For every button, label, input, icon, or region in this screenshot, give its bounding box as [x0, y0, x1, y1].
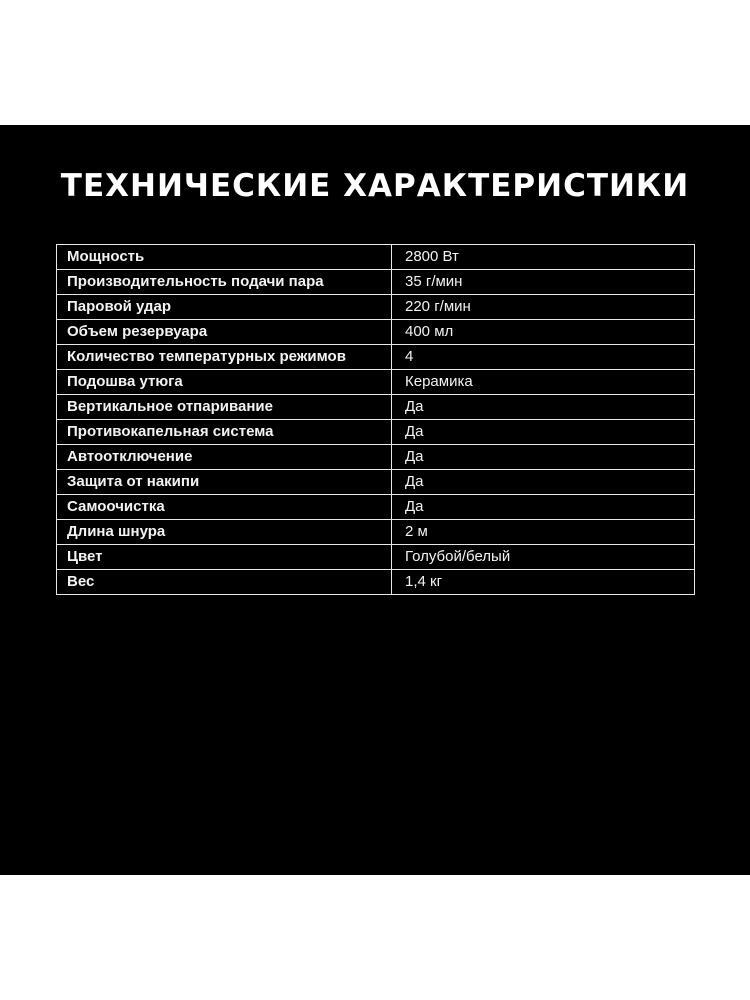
spec-name: Количество температурных режимов [57, 345, 392, 370]
spec-table-body [57, 245, 695, 595]
spec-value: Да [392, 395, 695, 420]
page-title: ТЕХНИЧЕСКИЕ ХАРАКТЕРИСТИКИ [60, 168, 690, 204]
spec-name: Мощность [57, 245, 392, 270]
spec-row [57, 395, 695, 420]
spec-value: Да [392, 470, 695, 495]
spec-row [57, 495, 695, 520]
spec-row [57, 545, 695, 570]
spec-name: Самоочистка [57, 495, 392, 520]
spec-value: 400 мл [392, 320, 695, 345]
spec-row [57, 320, 695, 345]
spec-value: 35 г/мин [392, 270, 695, 295]
spec-name: Вес [57, 570, 392, 595]
spec-name: Подошва утюга [57, 370, 392, 395]
spec-value: 2800 Вт [392, 245, 695, 270]
spec-value: Керамика [392, 370, 695, 395]
spec-value: Да [392, 445, 695, 470]
spec-name: Вертикальное отпаривание [57, 395, 392, 420]
spec-row [57, 270, 695, 295]
spec-name: Автоотключение [57, 445, 392, 470]
spec-name: Длина шнура [57, 520, 392, 545]
spec-row [57, 570, 695, 595]
spec-value: 4 [392, 345, 695, 370]
spec-row [57, 295, 695, 320]
spec-name: Противокапельная система [57, 420, 392, 445]
spec-value: Голубой/белый [392, 545, 695, 570]
spec-row [57, 245, 695, 270]
spec-value: 2 м [392, 520, 695, 545]
spec-name: Производительность подачи пара [57, 270, 392, 295]
spec-value: Да [392, 420, 695, 445]
spec-row [57, 470, 695, 495]
spec-name: Объем резервуара [57, 320, 392, 345]
spec-name: Паровой удар [57, 295, 392, 320]
spec-name: Цвет [57, 545, 392, 570]
spec-row [57, 420, 695, 445]
spec-table [56, 244, 695, 595]
spec-row [57, 445, 695, 470]
spec-name: Защита от накипи [57, 470, 392, 495]
spec-row [57, 370, 695, 395]
spec-row [57, 520, 695, 545]
spec-value: Да [392, 495, 695, 520]
spec-row [57, 345, 695, 370]
spec-value: 220 г/мин [392, 295, 695, 320]
spec-value: 1,4 кг [392, 570, 695, 595]
